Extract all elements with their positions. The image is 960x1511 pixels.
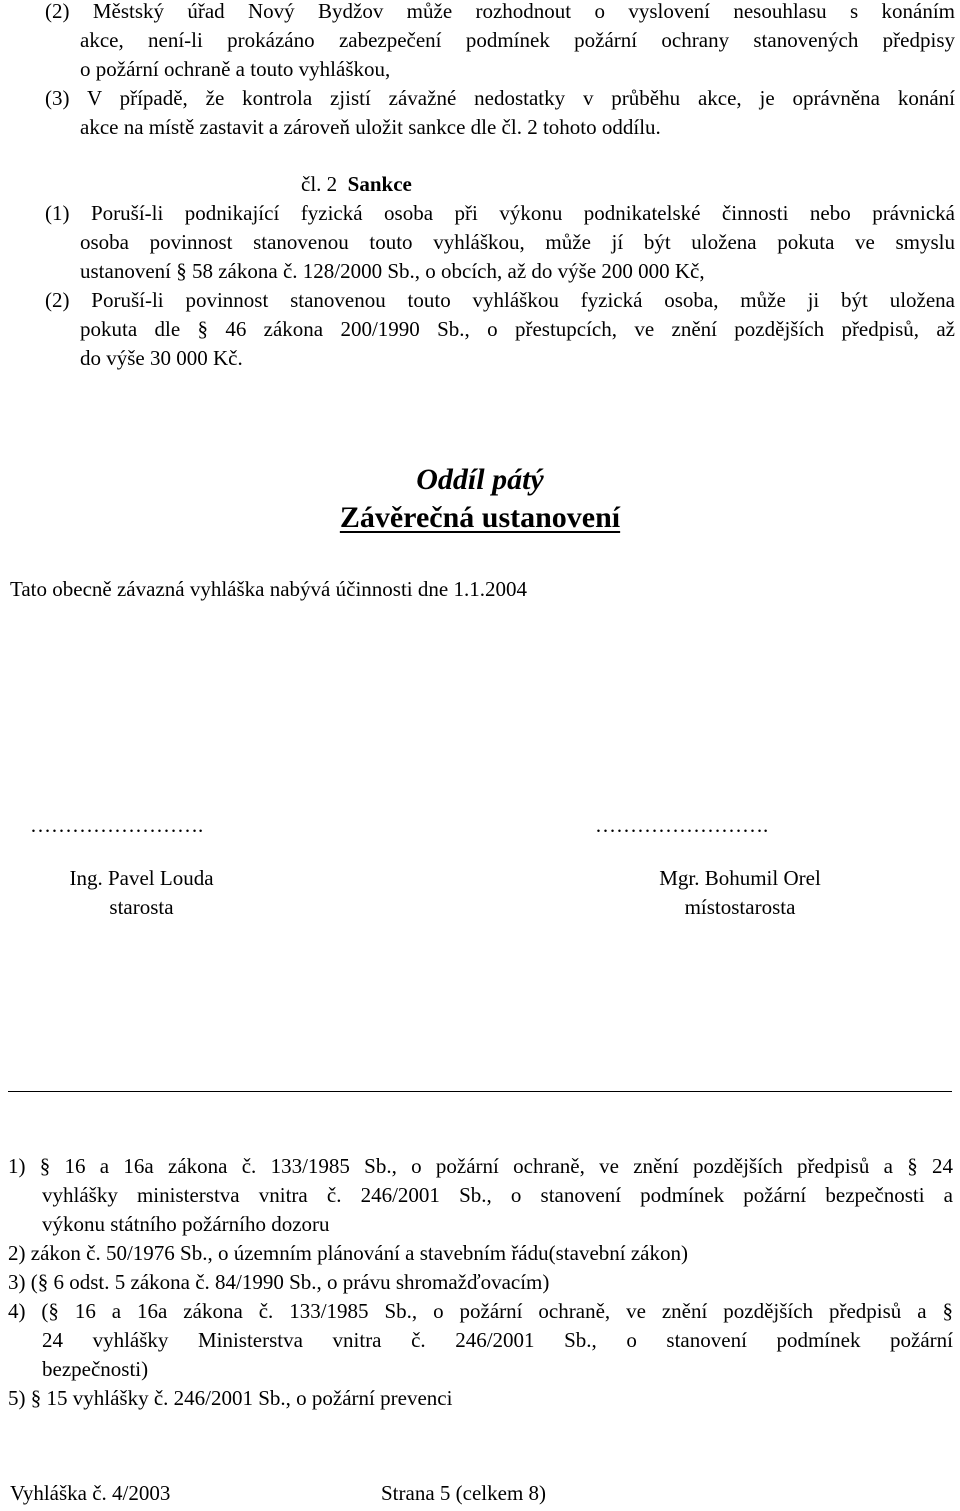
paragraph-line: (1) Poruší-li podnikající fyzická osoba při výkonu podnikatelské činnosti nebo právnická <box>45 201 955 225</box>
paragraph-line: (3) V případě, že kontrola zjistí závažné nedostatky v průběhu akce, je oprávněna konání <box>45 86 955 110</box>
paragraph-line: do výše 30 000 Kč. <box>80 346 243 370</box>
footer-page-number: Strana 5 (celkem 8) <box>381 1481 547 1505</box>
footnote-line: 5) § 15 vyhlášky č. 246/2001 Sb., o požární prevenci <box>8 1386 453 1410</box>
signatory-role-right: místostarosta <box>684 895 796 919</box>
footnote-line: výkonu státního požárního dozoru <box>42 1212 330 1236</box>
signatory-role-left: starosta <box>109 895 174 919</box>
footnote-line: vyhlášky ministerstva vnitra č. 246/2001 Sb., o stanovení podmínek požární bezpečnosti a <box>42 1183 953 1207</box>
footnote-line: 1) § 16 a 16a zákona č. 133/1985 Sb., o požární ochraně, ve znění pozdějších předpisů a § 24 <box>8 1154 953 1178</box>
footnote-line: 2) zákon č. 50/1976 Sb., o územním plánování a stavebním řádu(stavební zákon) <box>8 1241 688 1265</box>
paragraph-line: (2) Městský úřad Nový Bydžov může rozhodnout o vyslovení nesouhlasu s konáním <box>45 0 955 23</box>
footnote-separator <box>8 1091 952 1092</box>
footnote-line: bezpečnosti) <box>42 1357 149 1381</box>
footnote-line: 24 vyhlášky Ministerstva vnitra č. 246/2001 Sb., o stanovení podmínek požární <box>42 1328 953 1352</box>
section-heading: Oddíl pátý <box>416 463 544 496</box>
article-number: čl. 2 <box>301 172 338 196</box>
paragraph-line: ustanovení § 58 zákona č. 128/2000 Sb., o obcích, až do výše 200 000 Kč, <box>80 259 705 283</box>
paragraph-line: o požární ochraně a touto vyhláškou, <box>80 57 391 81</box>
article-heading <box>301 170 412 199</box>
article-title: Sankce <box>347 172 412 196</box>
footer-document: Vyhláška č. 4/2003 <box>10 1481 171 1505</box>
section-subheading <box>0 499 960 537</box>
paragraph-line: pokuta dle § 46 zákona 200/1990 Sb., o přestupcích, ve znění pozdějších předpisů, až <box>80 317 955 341</box>
footnote-line: 3) (§ 6 odst. 5 zákona č. 84/1990 Sb., o právu shromažďovacím) <box>8 1270 550 1294</box>
signatory-name-right: Mgr. Bohumil Orel <box>659 866 821 890</box>
signature-line-left: ……………………. <box>30 813 204 837</box>
paragraph-line: akce, není-li prokázáno zabezpečení podmínek požární ochrany stanovených předpisy <box>80 28 955 52</box>
section-subheading-text: Závěrečná ustanovení <box>339 501 621 534</box>
signature-line-right: ……………………. <box>595 813 769 837</box>
effective-date: Tato obecně závazná vyhláška nabývá účinnosti dne 1.1.2004 <box>10 577 527 601</box>
paragraph-line: (2) Poruší-li povinnost stanovenou touto vyhláškou fyzická osoba, může ji být uložena <box>45 288 955 312</box>
paragraph-line: akce na místě zastavit a zároveň uložit sankce dle čl. 2 tohoto oddílu. <box>80 115 661 139</box>
footnote-line: 4) (§ 16 a 16a zákona č. 133/1985 Sb., o požární ochraně, ve znění pozdějších předpisů a § <box>8 1299 953 1323</box>
signatory-name-left: Ing. Pavel Louda <box>69 866 214 890</box>
paragraph-line: osoba povinnost stanovenou touto vyhláškou, může jí být uložena pokuta ve smyslu <box>80 230 955 254</box>
